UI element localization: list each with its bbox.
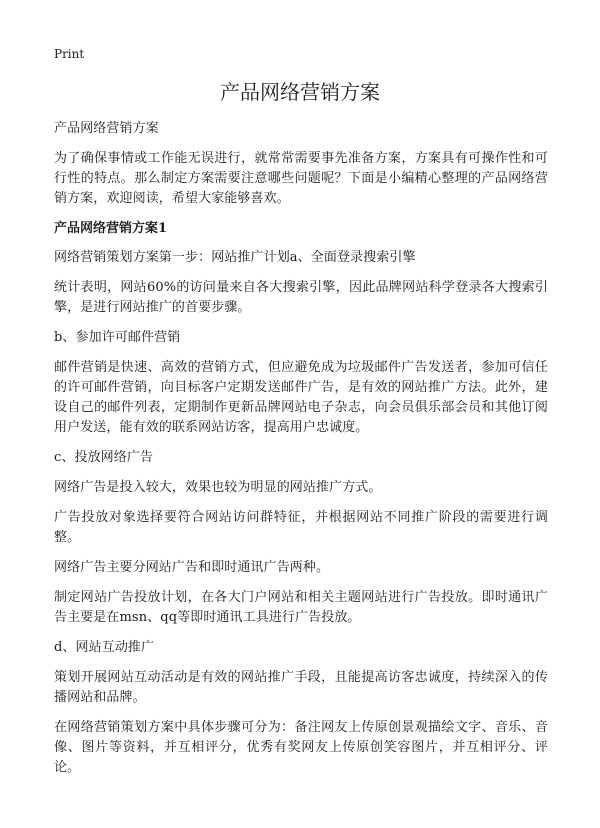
- section-heading: 产品网络营销方案1: [54, 221, 168, 236]
- search-engine-paragraph: 统计表明，网站60%的访问量来自各大搜索引擎，因此品牌网站科学登录各大搜索引擎，是进行网站推广的首要步骤。: [54, 280, 548, 315]
- interactive-promo-heading: d、网站互动推广: [54, 640, 155, 655]
- online-ads-heading: c、投放网络广告: [54, 450, 154, 465]
- step-one-heading: 网络营销策划方案第一步：网站推广计划a、全面登录搜索引擎: [54, 250, 416, 265]
- online-ads-paragraph-3: 网络广告主要分网站广告和即时通讯广告两种。: [54, 560, 330, 575]
- online-ads-paragraph-2: 广告投放对象选择要符合网站访问群特征，并根据网站不同推广阶段的需要进行调整。: [54, 510, 548, 545]
- print-label: Print: [54, 47, 85, 61]
- document-title: 产品网络营销方案: [220, 80, 380, 104]
- intro-subtitle: 产品网络营销方案: [54, 121, 159, 136]
- intro-paragraph: 为了确保事情或工作能无误进行，就常常需要事先准备方案，方案具有可操作性和可行性的特点。那么制定方案需要注意哪些问题呢？下面是小编精心整理的产品网络营销方案，欢迎阅读，希望大家能够喜欢。: [54, 151, 548, 206]
- interactive-promo-paragraph-1: 策划开展网站互动活动是有效的网站推广手段，且能提高访客忠诚度，持续深入的传播网站和品牌。: [54, 670, 548, 705]
- online-ads-paragraph-1: 网络广告是投入较大，效果也较为明显的网站推广方式。: [54, 480, 382, 495]
- document-body: [54, 119, 548, 788]
- email-marketing-heading: b、参加许可邮件营销: [54, 330, 181, 345]
- interactive-promo-paragraph-2: 在网络营销策划方案中具体步骤可分为：备注网友上传原创景观描绘文字、音乐、音像、图片等资料，并互相评分，优秀有奖网友上传原创笑容图片，并互相评分、评论。: [54, 720, 548, 775]
- online-ads-paragraph-4: 制定网站广告投放计划，在各大门户网站和相关主题网站进行广告投放。即时通讯广告主要是在msn、qq等即时通讯工具进行广告投放。: [54, 590, 548, 625]
- email-marketing-paragraph: 邮件营销是快速、高效的营销方式，但应避免成为垃圾邮件广告发送者，参加可信任的许可邮件营销，向目标客户定期发送邮件广告，是有效的网站推广方法。此外，建设自己的邮件列表，定期制作更新品牌网站电子杂志，向会员俱乐部会员和其他订阅用户发送，能有效的联系网站访客，提高用户忠诚度。: [54, 360, 548, 435]
